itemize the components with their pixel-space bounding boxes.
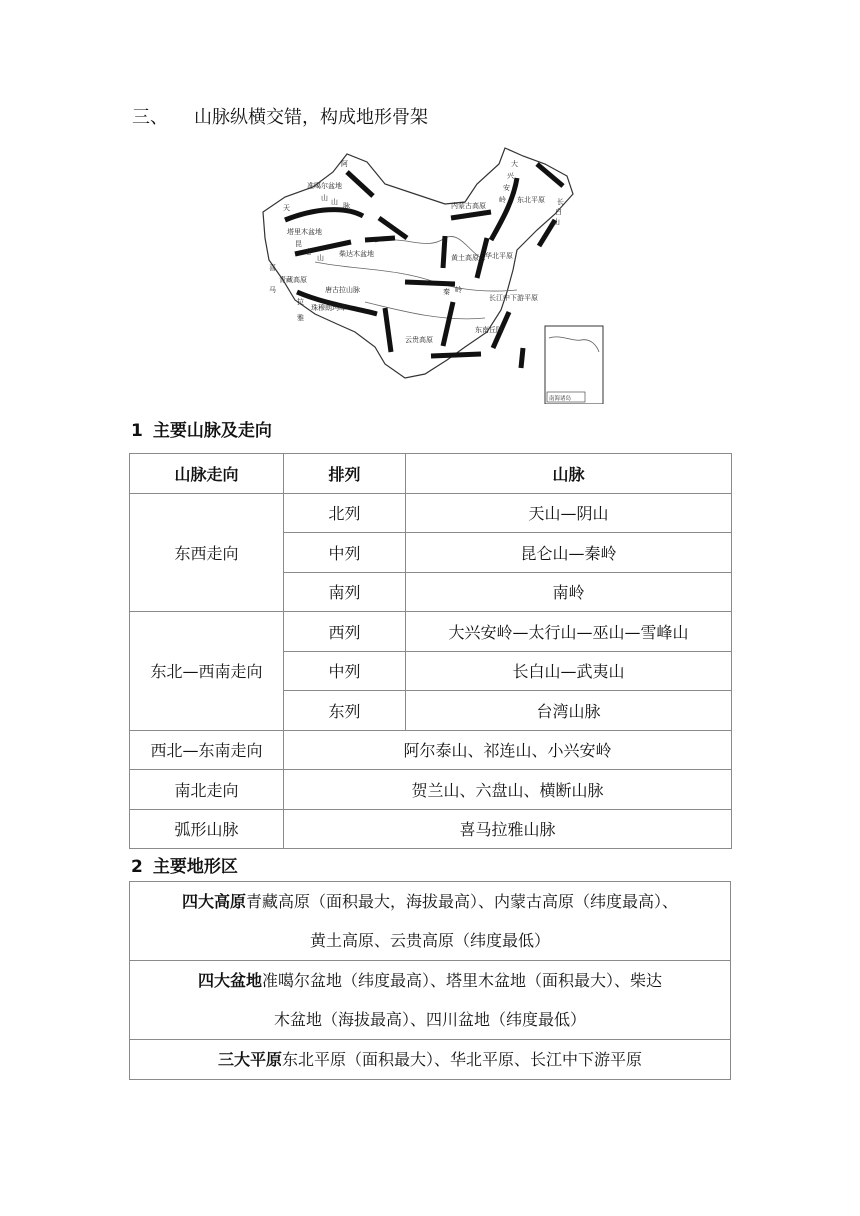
map-label: 山 — [553, 218, 560, 226]
hengduan-range — [385, 308, 391, 352]
subsection-1-heading — [131, 416, 272, 441]
map-label: 青藏高原 — [279, 276, 307, 284]
plateaus-line-1 — [132, 882, 728, 921]
table-header-row — [130, 454, 732, 494]
nanling-range — [431, 354, 481, 356]
mountain-cell: 天山—阴山 — [406, 493, 732, 533]
basins-line-1 — [132, 961, 728, 1000]
table-row — [130, 493, 732, 533]
qilian-range — [379, 218, 407, 238]
map-label: 准噶尔盆地 — [307, 182, 342, 190]
map-label: 内蒙古高原 — [451, 202, 486, 210]
map-label: 大 — [511, 160, 518, 168]
map-label: 黄土高原 — [451, 254, 479, 262]
table-row — [130, 809, 732, 849]
plateaus-row — [130, 882, 730, 961]
map-label: 天 — [283, 204, 290, 212]
map-label: 云贵高原 — [405, 336, 433, 344]
direction-cell: 东西走向 — [130, 493, 284, 612]
mountain-cell: 喜马拉雅山脉 — [284, 809, 732, 849]
plateaus-label: 四大高原 — [181, 892, 246, 911]
taiwan-range — [521, 348, 523, 368]
map-label: 兴 — [507, 172, 514, 180]
section-number: 三、 — [132, 107, 168, 128]
section-title: 山脉纵横交错，构成地形骨架 — [194, 107, 428, 128]
map-label: 山 — [331, 198, 338, 206]
mountain-direction-table — [129, 453, 732, 849]
map-label: 柴达木盆地 — [339, 250, 374, 258]
direction-cell: 东北—西南走向 — [130, 612, 284, 731]
map-label: 塔里木盆地 — [287, 228, 322, 236]
basins-label: 四大盆地 — [197, 971, 262, 990]
table-row — [130, 770, 732, 810]
basins-text-1: 准噶尔盆地（纬度最高）、塔里木盆地（面积最大）、柴达 — [262, 971, 663, 990]
subsection-title: 主要山脉及走向 — [152, 421, 272, 441]
mountain-cell: 贺兰山、六盘山、横断山脉 — [284, 770, 732, 810]
map-label: 山 — [321, 194, 328, 202]
qinling-range — [405, 282, 455, 284]
yinshan-range — [451, 212, 491, 218]
map-label: 长江中下游平原 — [489, 294, 538, 302]
direction-cell: 南北走向 — [130, 770, 284, 810]
map-label: 珠穆朗玛峰 — [311, 304, 346, 312]
altai-range — [347, 172, 373, 196]
position-cell: 中列 — [284, 533, 406, 573]
mountain-cell: 台湾山脉 — [406, 691, 732, 731]
plains-text: 东北平原（面积最大）、华北平原、长江中下游平原 — [282, 1050, 643, 1069]
map-label: 昆 — [295, 240, 302, 248]
xuefeng-range — [443, 302, 453, 346]
map-label: 山 — [317, 254, 324, 262]
map-label: 安 — [503, 184, 510, 192]
plains-label: 三大平原 — [217, 1050, 282, 1069]
subsection-title: 主要地形区 — [152, 857, 238, 877]
map-label: 南海诸岛 — [549, 396, 572, 402]
position-cell: 东列 — [284, 691, 406, 731]
position-cell: 中列 — [284, 651, 406, 691]
plateaus-text-1: 青藏高原（面积最大，海拔最高）、内蒙古高原（纬度最高）、 — [246, 892, 679, 911]
table-row — [130, 612, 732, 652]
col-header: 排列 — [284, 454, 406, 494]
map-label: 岭 — [499, 196, 506, 204]
basins-row — [130, 961, 730, 1040]
mountain-cell: 阿尔泰山、祁连山、小兴安岭 — [284, 730, 732, 770]
direction-cell: 弧形山脉 — [130, 809, 284, 849]
map-label: 东北平原 — [517, 196, 545, 204]
subsection-number: 1 — [131, 421, 143, 441]
map-label: 脉 — [343, 202, 350, 210]
plains-row — [130, 1040, 730, 1079]
basins-text-2: 木盆地（海拔最高）、四川盆地（纬度最低） — [273, 1010, 586, 1029]
map-label: 阿 — [341, 160, 348, 168]
landform-regions-table — [129, 881, 731, 1080]
col-header: 山脉走向 — [130, 454, 284, 494]
mountain-cell: 昆仑山—秦岭 — [406, 533, 732, 573]
position-cell: 北列 — [284, 493, 406, 533]
direction-cell: 西北—东南走向 — [130, 730, 284, 770]
china-terrain-map — [255, 142, 615, 404]
map-label: 唐古拉山脉 — [325, 286, 360, 294]
map-label: 白 — [555, 208, 562, 216]
map-label: 马 — [269, 286, 276, 294]
subsection-2-heading — [131, 852, 238, 877]
map-label: 拉 — [297, 298, 304, 306]
col-header: 山脉 — [406, 454, 732, 494]
map-label: 长 — [557, 198, 564, 206]
helan-range — [443, 236, 445, 268]
mountain-cell: 大兴安岭—太行山—巫山—雪峰山 — [406, 612, 732, 652]
section-heading — [132, 103, 428, 129]
map-label: 华北平原 — [485, 252, 513, 260]
table-row — [130, 730, 732, 770]
position-cell: 西列 — [284, 612, 406, 652]
map-label: 喜 — [269, 264, 276, 272]
plateaus-text-2: 黄土高原、云贵高原（纬度最低） — [309, 931, 550, 950]
map-label: 秦 — [443, 288, 450, 296]
mountain-cell: 长白山—武夷山 — [406, 651, 732, 691]
mountain-cell: 南岭 — [406, 572, 732, 612]
map-label: 雅 — [297, 314, 304, 322]
position-cell: 南列 — [284, 572, 406, 612]
subsection-number: 2 — [131, 857, 143, 877]
tianshan-range — [285, 210, 363, 220]
map-label: 东南丘陵 — [475, 326, 503, 334]
map-label: 岭 — [455, 286, 462, 294]
map-label: 仑 — [305, 248, 312, 256]
